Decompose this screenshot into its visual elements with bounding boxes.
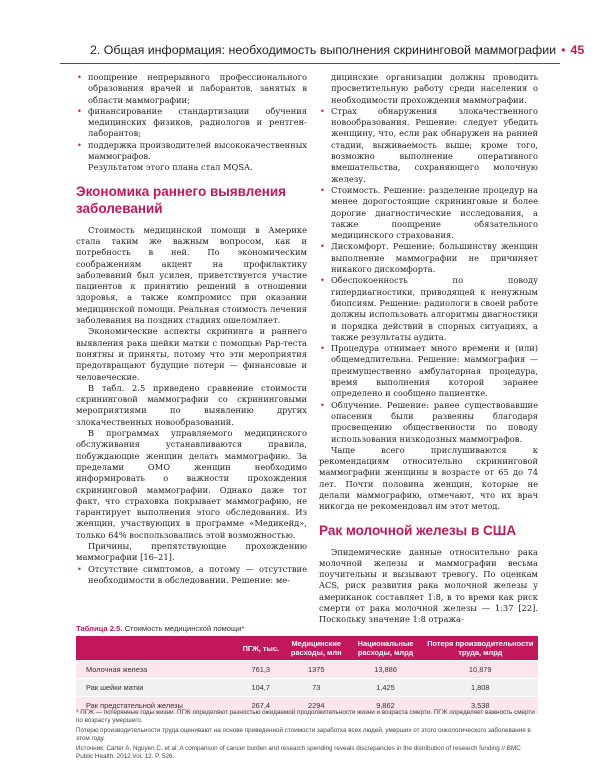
bullet-icon: •: [320, 105, 325, 116]
table-row: Молочная железа 761,3 1375 13,886 10,879: [76, 661, 538, 679]
bullet-icon: •: [77, 563, 82, 574]
source-note: Источник: Carter A, Nguyen C, et al. A comparison of cancer burden and research spending reveals discrepancies in the distribution of research funding // BMC Public Health. 2012.Vol. 12. P. 526.: [76, 745, 521, 760]
paragraph: Эпидемические данные относительно рака молочной железы и маммографии весьма поучительны и вызывают тревогу. По оценкам ACS, риск развития рака молочной железы у американок составляет 1:8, в то время как риск смерти от рака молочной железы — 1:37 [22]. Поскольку значение 1:8 отража-: [319, 546, 538, 625]
bullet-icon: •: [320, 275, 325, 286]
section-heading-usa: Рак молочной железы в США: [319, 522, 517, 538]
table-block: [76, 624, 538, 714]
paragraph: Экономические аспекты скрининга и раннего выявления рака шейки матки с помощью Pap-теста понятны и приняты, потому что эти мероприятия предотвращают будущие потери — финансовые и человеческие.: [76, 326, 307, 382]
bullet-list-reasons: [319, 106, 538, 445]
list-item: • Отсутствие симптомов, а потому — отсутствие необходимости в обследовании. Решение: ме-: [77, 563, 307, 585]
bullet-icon: •: [320, 399, 325, 410]
header-rule: [60, 63, 560, 64]
bullet-icon: •: [77, 72, 82, 82]
table-header: Медицинские расходы, млн: [284, 636, 349, 661]
footnote: * ПГЖ — потерянные годы жизни. ПГЖ определяют разностью ожидаемой продолжительности жизни и возраста смерти. ПГЖ определяет важность смерти по возрасту умершего.: [76, 709, 535, 724]
list-item: • финансирование стандартизации обучения медицинских физиков, радиологов и рентген-лаборантов;: [77, 105, 307, 139]
list-item: • Стоимость. Решение: разделение процедур на менее дорогостоящие скрининговые и более дорогие диагностические исследования, а также поощрение обязательного медицинского страхования.: [320, 184, 538, 241]
chapter-title: 2. Общая информация: необходимость выполнения скрининговой маммографии: [90, 43, 557, 57]
table-header: Потеря производительности труда, млрд: [422, 636, 538, 661]
bullet-icon: •: [320, 241, 325, 252]
section-heading-economics: Экономика раннего выявления заболеваний: [76, 183, 287, 216]
running-header: [90, 43, 585, 57]
bullet-icon: •: [77, 105, 82, 116]
page-number: 45: [570, 43, 585, 57]
list-item: • поддержка производителей высококачественных маммографов.: [77, 139, 307, 162]
footnote: Потерю производительности труда оценивают на основе приведенной стоимости заработка всех людей, умерших от этого онкологического заболевания в этом году.: [76, 727, 531, 742]
table-notes: [76, 709, 538, 763]
table-header: [76, 636, 238, 661]
paragraph: Причины, препятствующие прохождению маммографии [16–21].: [76, 540, 307, 563]
paragraph: дицинские организации должны проводить просветительную работу среди населения о необходимости прохождения маммографии.: [331, 72, 538, 105]
table-header: Национальные расходы, млрд: [349, 636, 423, 661]
list-item: • Страх обнаружения злокачественного новообразования. Решение: следует убедить женщину, что, если рак обнаружен на ранней стадии, выживаемость выше; кроме того, возможно выполнение оперативного вмешательства, сохраняющего молочную железу.: [320, 105, 538, 184]
list-item: • Процедура отнимает много времени и (или) общемедлительна. Решение: маммография — преимущественно амбулаторная процедура, время выполнения которой заранее определено и сообщено пациентке.: [320, 343, 538, 399]
header-separator: •: [561, 43, 566, 57]
paragraph: В табл. 2.5 приведено сравнение стоимости скрининговой маммографии со скрининговыми мероприятиями по выявлению других злокачественных новообразований.: [76, 382, 307, 427]
table-header-row: [76, 636, 538, 661]
list-item: • Дискомфорт. Решение: большинству женщин выполнение маммографии не причиняет никакого дискомфорта.: [320, 241, 538, 275]
list-item: • Обеспокоенность по поводу гипердиагностики, приводящей к ненужным биопсиям. Решение: радиологи в своей работе должны использовать алгоритмы диагностики и порядка действий в спорных ситуациях, а также результаты аудита.: [320, 275, 538, 342]
table-caption: Таблица 2.5. Стоимость медицинской помощи*: [76, 624, 245, 633]
paragraph: Результатом этого плана стал MQSA.: [88, 162, 253, 173]
list-item: • поощрение непрерывного профессионального образования врачей и лаборантов, занятых в области маммографии;: [77, 72, 307, 105]
table-row: Рак предстательной железы 267,4 2294 9,862 3,538: [76, 697, 538, 715]
bullet-icon: •: [77, 139, 82, 150]
paragraph: Чаще всего прислушиваются к рекомендациям относительно скрининговой маммографии женщины в возрасте от 65 до 74 лет. Почти половина женщин, которые не делали маммографию, отмечают, что их врач никогда не рекомендовал им этот метод.: [319, 444, 538, 512]
paragraph: В программах управляемого медицинского обслуживания устанавливаются правила, побуждающие женщин делать маммографию. За пределами ОМО женщин необходимо информировать о важности прохождения скрининговой маммографии. Однако даже тот факт, что страховка покрывает маммографию, не гарантирует выполнения этого обследования. Из женщин, участвующих в программе «Медикейд», только 64% воспользовались этой возможностью.: [76, 428, 307, 540]
table-header: ПГЖ, тыс.: [238, 636, 284, 661]
right-column: [319, 72, 538, 626]
bullet-list-bottom: [76, 564, 307, 587]
list-item: • Облучение. Решение: ранее существовавшие опасения были развеяны благодаря просвещению общественности по поводу использования низкодозных маммографов.: [320, 399, 538, 444]
bullet-icon: •: [320, 184, 325, 195]
table-row: Рак шейки матки 104,7 73 1,425 1,808: [76, 679, 538, 697]
paragraph: Стоимость медицинской помощи в Америке стала таким же важным вопросом, как и потребность в ней. По экономическим соображениям акцент на профилактику заболеваний был усилен, приветствуется участие пациентов к принятию решений в отношении здоровья, а также компромисс при оказании медицинской помощи. Реальная стоимость лечения заболевания на поздних стадиях ошеломляет.: [76, 224, 307, 326]
left-column: [76, 72, 307, 586]
cost-table: [76, 636, 538, 714]
bullet-icon: •: [320, 343, 325, 354]
bullet-list-top: [76, 72, 307, 162]
